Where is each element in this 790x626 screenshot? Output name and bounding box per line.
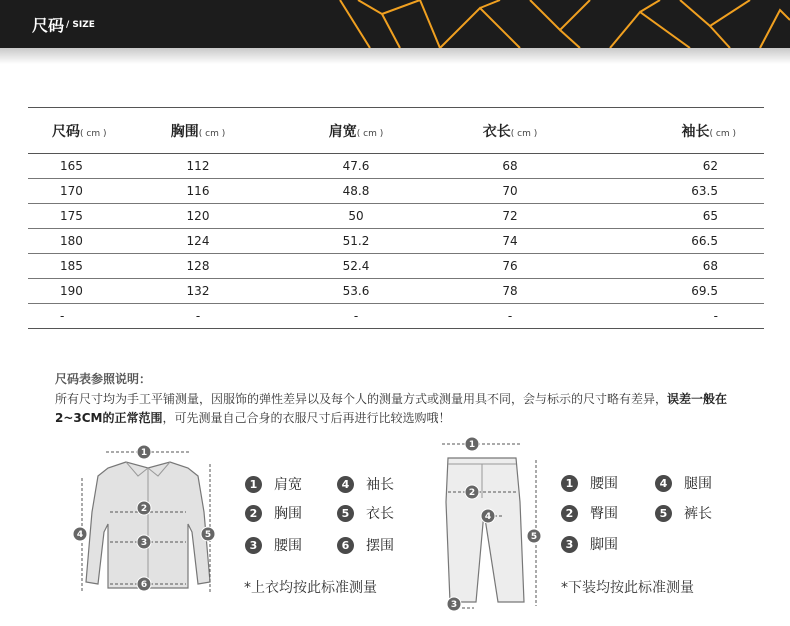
legend-item: [561, 503, 618, 523]
legend-label: 脚围: [590, 537, 618, 553]
notes-text-2: ，可先测量自己合身的衣服尺寸后再进行比较选购哦！: [162, 411, 451, 425]
legend-label: 裤长: [684, 506, 712, 522]
column-header-unit: ( cm ): [198, 128, 226, 139]
column-header-shoulder: [286, 108, 426, 154]
notes-title: 尺码表参照说明：: [55, 372, 152, 386]
column-header-unit: ( cm ): [356, 128, 384, 139]
header-banner: [0, 0, 790, 48]
top-standard-note: *上衣均按此标准测量: [244, 580, 377, 596]
table-cell: 78: [426, 279, 594, 304]
table-row: [28, 204, 764, 229]
table-row: [28, 154, 764, 179]
table-cell: 185: [28, 254, 110, 279]
legend-label: 腿围: [684, 476, 712, 492]
pants-diagram: [428, 432, 548, 612]
table-cell: -: [28, 304, 110, 329]
pants-marker-length: 5: [530, 532, 538, 542]
table-header-row: [28, 108, 764, 154]
table-cell: 128: [110, 254, 286, 279]
notes-body: [55, 390, 760, 428]
table-cell: -: [110, 304, 286, 329]
table-cell: 124: [110, 229, 286, 254]
column-header-unit: ( cm ): [80, 128, 107, 139]
shirt-diagram: [68, 442, 228, 602]
column-header-chest: [110, 108, 286, 154]
shirt-marker-shoulder: 1: [140, 448, 148, 458]
legend-item: [561, 473, 618, 493]
table-cell: 74: [426, 229, 594, 254]
bottom-standard-note: *下装均按此标准测量: [561, 580, 694, 596]
table-cell: 175: [28, 204, 110, 229]
table-cell: 65: [594, 204, 764, 229]
legend-item: [337, 535, 394, 555]
pants-marker-hem: 3: [450, 600, 458, 610]
legend-item: [245, 474, 302, 494]
legend-item: [561, 534, 618, 554]
table-cell: 51.2: [286, 229, 426, 254]
legend-label: 腰围: [590, 476, 618, 492]
table-cell: 76: [426, 254, 594, 279]
shirt-marker-chest: 2: [140, 504, 148, 514]
legend-item: [245, 503, 302, 523]
column-header-length: [426, 108, 594, 154]
legend-item: [655, 503, 712, 523]
table-row: [28, 179, 764, 204]
table-cell: 70: [426, 179, 594, 204]
legend-number: 3: [245, 537, 262, 554]
legend-item: [655, 473, 712, 493]
legend-label: 腰围: [274, 538, 302, 554]
table-cell: 62: [594, 154, 764, 179]
shirt-marker-waist: 3: [140, 538, 148, 548]
size-table: [28, 107, 764, 329]
table-cell: 120: [110, 204, 286, 229]
legend-number: 3: [561, 536, 578, 553]
table-cell: 48.8: [286, 179, 426, 204]
legend-label: 袖长: [366, 477, 394, 493]
table-cell: 50: [286, 204, 426, 229]
legend-label: 衣长: [366, 506, 394, 522]
legend-number: 2: [245, 505, 262, 522]
shirt-marker-sleeve: 4: [76, 530, 84, 540]
table-cell: 72: [426, 204, 594, 229]
column-header-label: 袖长: [681, 123, 710, 140]
notes-emphasis: 误差一般在2~3CM的正常范围: [55, 392, 728, 425]
geometric-pattern: [330, 0, 790, 48]
legend-item: [245, 535, 302, 555]
table-cell: 132: [110, 279, 286, 304]
column-header-label: 尺码: [52, 123, 80, 140]
table-cell: 66.5: [594, 229, 764, 254]
column-header-label: 胸围: [170, 123, 199, 140]
table-cell: 68: [594, 254, 764, 279]
table-cell: 190: [28, 279, 110, 304]
table-row: [28, 229, 764, 254]
header-subtitle: / SIZE: [66, 20, 95, 30]
table-cell: -: [426, 304, 594, 329]
header-title: 尺码: [32, 16, 65, 35]
table-cell: 180: [28, 229, 110, 254]
legend-number: 5: [337, 505, 354, 522]
header-shadow: [0, 48, 790, 64]
legend-label: 肩宽: [274, 477, 302, 493]
legend-label: 臀围: [590, 506, 618, 522]
table-cell: 69.5: [594, 279, 764, 304]
table-row: [28, 279, 764, 304]
pants-marker-hip: 2: [468, 488, 476, 498]
legend-number: 4: [337, 476, 354, 493]
legend-label: 摆围: [366, 538, 394, 554]
table-row: [28, 304, 764, 329]
pants-marker-waist: 1: [468, 440, 476, 450]
table-cell: 116: [110, 179, 286, 204]
table-cell: 165: [28, 154, 110, 179]
legend-number: 2: [561, 505, 578, 522]
column-header-label: 肩宽: [328, 123, 357, 140]
column-header-unit: ( cm ): [709, 128, 736, 139]
table-row: [28, 254, 764, 279]
legend-label: 胸围: [274, 506, 302, 522]
table-cell: 68: [426, 154, 594, 179]
table-cell: 53.6: [286, 279, 426, 304]
table-cell: 63.5: [594, 179, 764, 204]
notes-text-1: 所有尺寸均为手工平铺测量，因服饰的弹性差异以及每个人的测量方式或测量用具不同，会与标示的尺寸略有差异，: [55, 392, 668, 406]
shirt-marker-length: 5: [204, 530, 212, 540]
column-header-size: [28, 108, 110, 154]
legend-number: 1: [561, 475, 578, 492]
table-cell: 112: [110, 154, 286, 179]
table-cell: 52.4: [286, 254, 426, 279]
shirt-marker-hem: 6: [140, 580, 148, 590]
legend-item: [337, 474, 394, 494]
legend-item: [337, 503, 394, 523]
pants-marker-thigh: 4: [484, 512, 492, 522]
table-cell: -: [594, 304, 764, 329]
legend-number: 6: [337, 537, 354, 554]
table-cell: -: [286, 304, 426, 329]
table-cell: 47.6: [286, 154, 426, 179]
legend-number: 5: [655, 505, 672, 522]
column-header-label: 衣长: [482, 123, 511, 140]
legend-number: 1: [245, 476, 262, 493]
column-header-sleeve: [594, 108, 764, 154]
column-header-unit: ( cm ): [510, 128, 538, 139]
table-cell: 170: [28, 179, 110, 204]
legend-number: 4: [655, 475, 672, 492]
